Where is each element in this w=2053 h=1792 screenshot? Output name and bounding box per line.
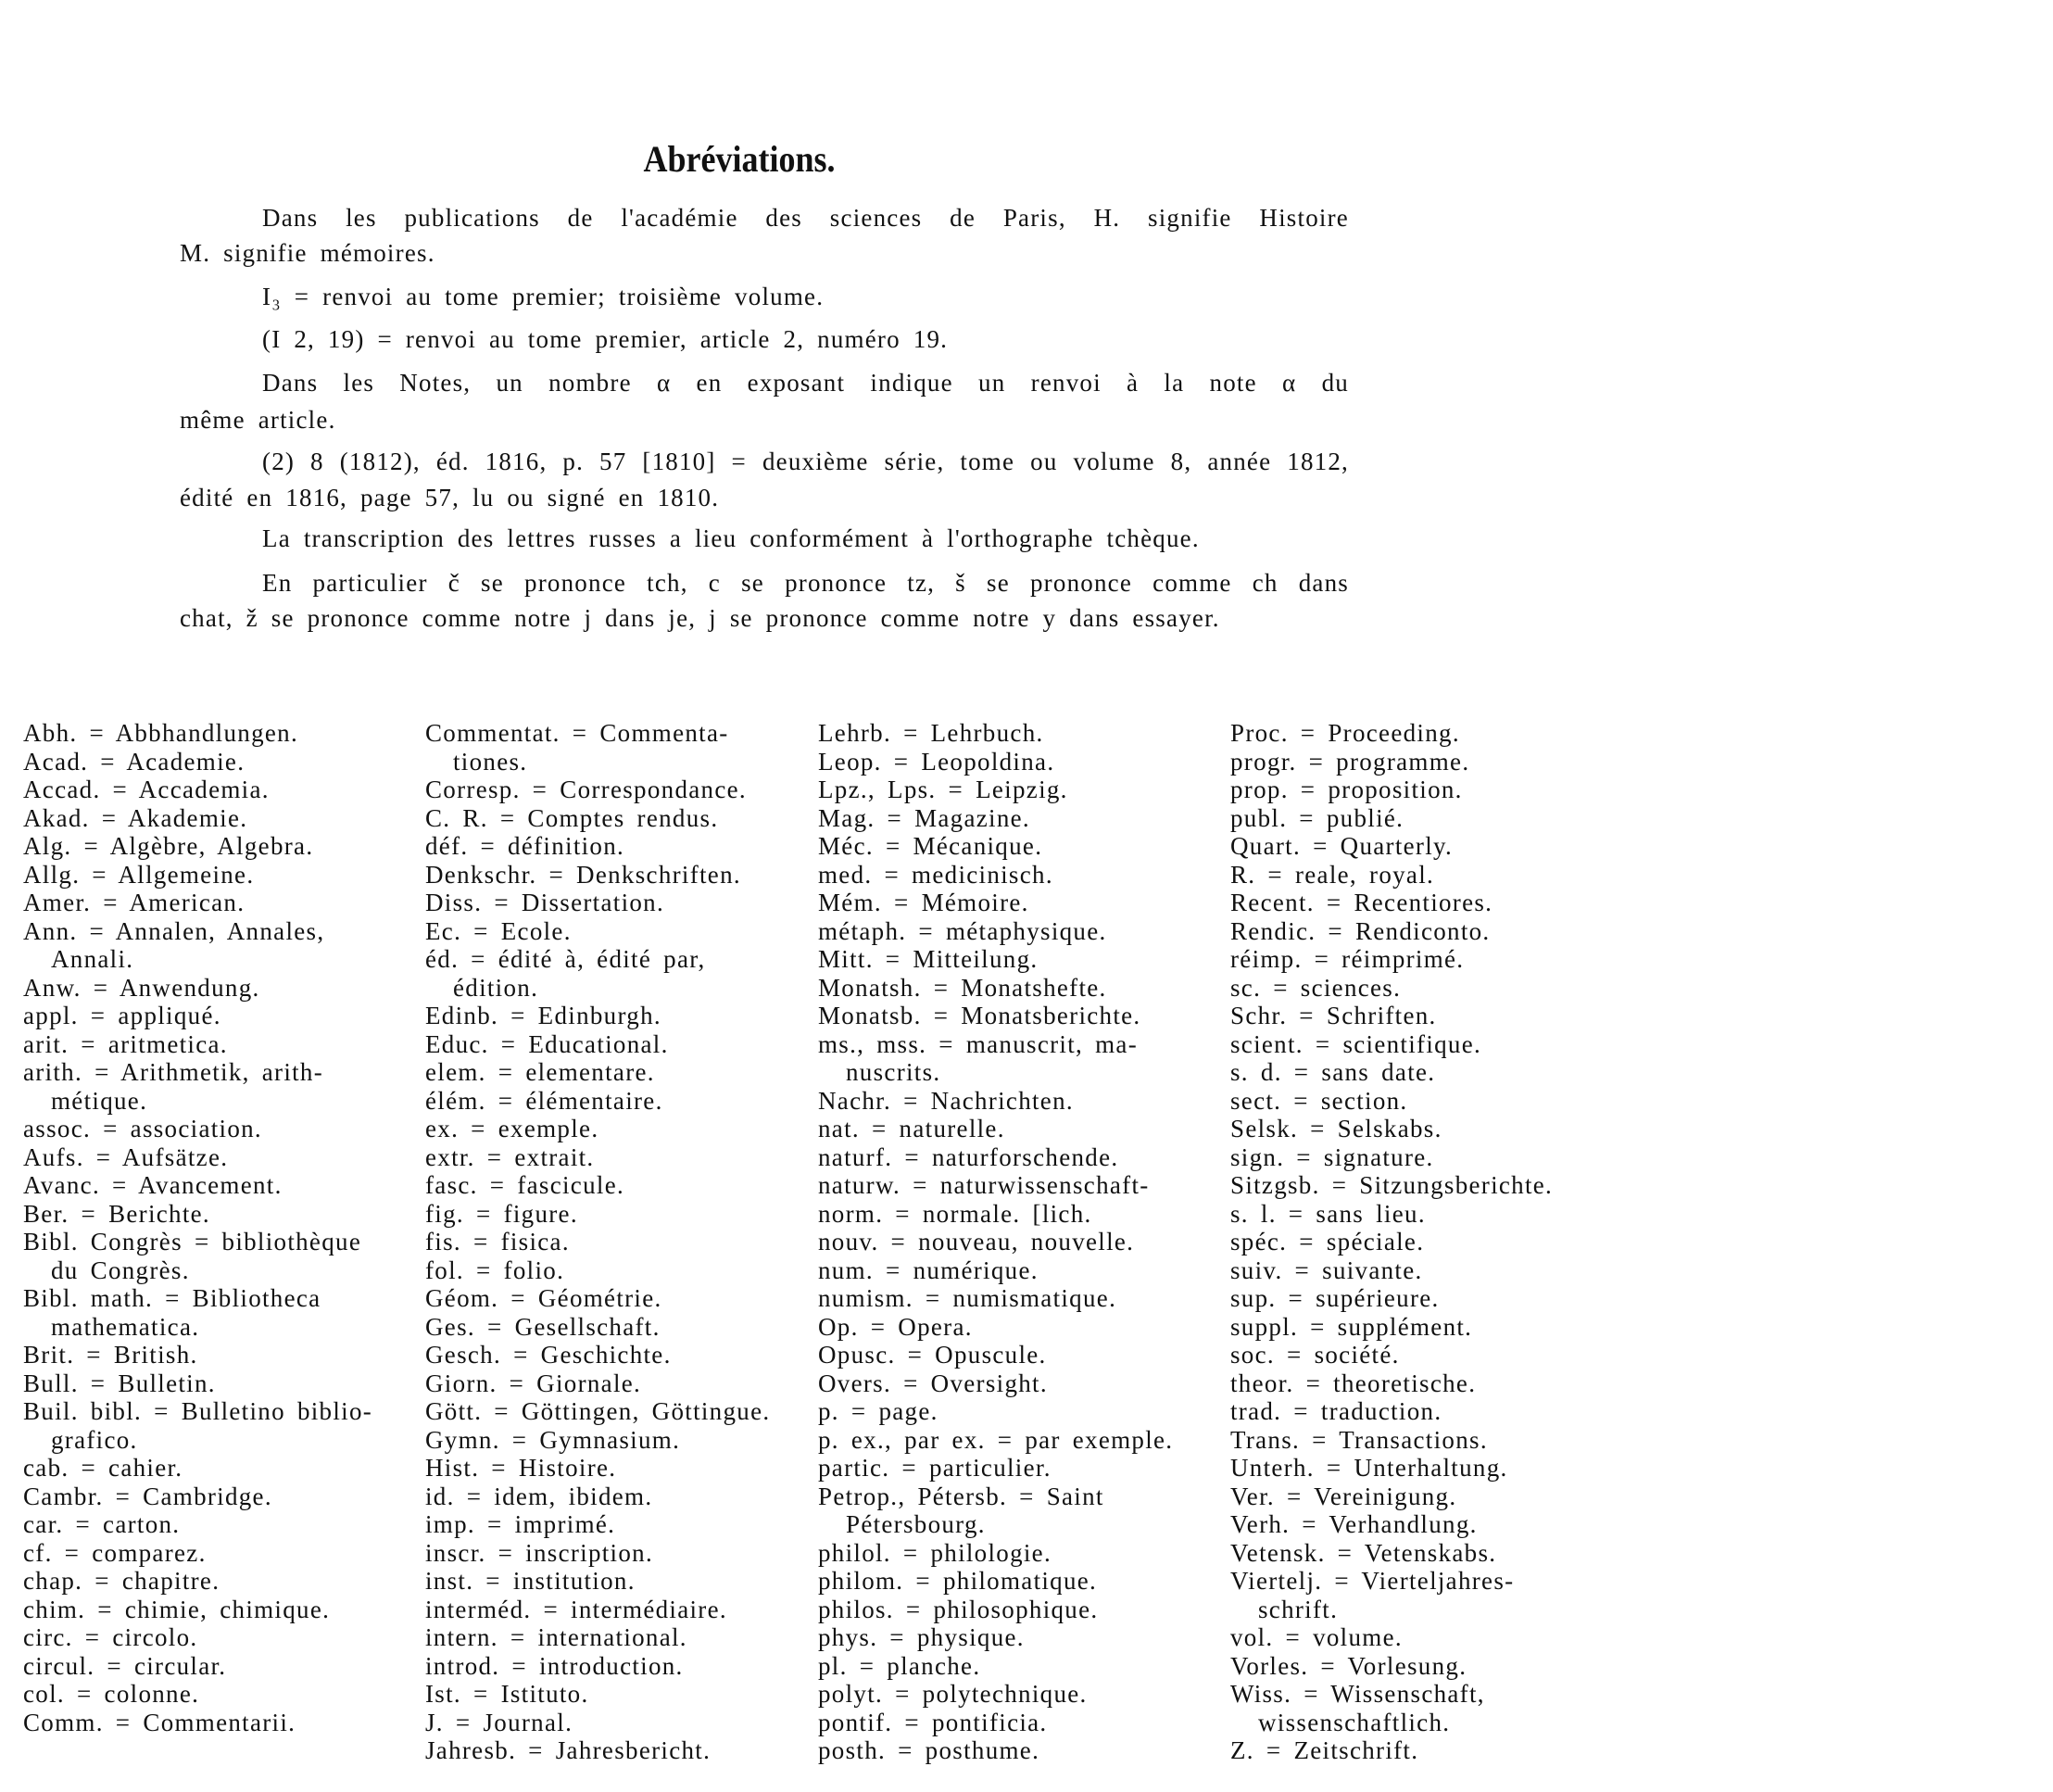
abbreviation-line: num. = numérique. <box>818 1256 1039 1284</box>
abbreviation-entry <box>1230 1030 1553 1059</box>
abbreviation-entry <box>425 1736 770 1765</box>
abbreviation-continuation: tiones. <box>453 747 528 776</box>
abbreviation-continuation: édition. <box>453 973 539 1002</box>
abbreviation-entry <box>1230 1171 1553 1200</box>
abbreviation-entry <box>23 1454 372 1483</box>
abbreviation-line: progr. = programme. <box>1230 747 1470 776</box>
abbreviation-line: fig. = figure. <box>425 1199 578 1228</box>
abbreviation-entry <box>23 1652 372 1681</box>
abbreviation-entry <box>23 1510 372 1539</box>
abbreviation-line: Leop. = Leopoldina. <box>818 747 1055 776</box>
abbreviation-line: Educ. = Educational. <box>425 1029 669 1058</box>
abbreviation-line: Rendic. = Rendiconto. <box>1230 916 1491 945</box>
abbreviation-entry <box>425 1483 770 1511</box>
abbreviation-line: Hist. = Histoire. <box>425 1454 617 1482</box>
abbreviation-line: Brit. = British. <box>23 1341 198 1369</box>
abbreviation-line: pl. = planche. <box>818 1651 981 1680</box>
abbreviation-entry <box>1230 1652 1553 1681</box>
abbreviation-line: extr. = extrait. <box>425 1142 595 1171</box>
abbreviation-line: spéc. = spéciale. <box>1230 1228 1425 1256</box>
abbreviation-entry <box>23 1369 372 1398</box>
abbreviation-entry <box>23 1567 372 1596</box>
abbreviation-line: Recent. = Recentiores. <box>1230 889 1493 916</box>
abbreviation-entry <box>425 889 770 917</box>
abbreviation-entry <box>1230 917 1553 946</box>
abbreviation-entry <box>818 1002 1173 1030</box>
abbreviation-entry <box>425 1313 770 1342</box>
abbreviation-entry <box>23 1200 372 1229</box>
abbreviation-entry <box>1230 1623 1553 1652</box>
abbreviation-line: Denkschr. = Denkschriften. <box>425 860 741 889</box>
abbreviation-entry <box>818 832 1173 861</box>
abbreviation-line: Abh. = Abbhandlungen. <box>23 719 299 747</box>
abbreviation-entry <box>818 889 1173 917</box>
abbreviation-line: sign. = signature. <box>1230 1142 1434 1171</box>
abbreviation-entry <box>23 1171 372 1200</box>
abbreviation-entry <box>1230 1539 1553 1568</box>
abbreviation-entry <box>818 1087 1173 1116</box>
abbreviation-line: polyt. = polytechnique. <box>818 1680 1088 1708</box>
abbreviation-line: Accad. = Accademia. <box>23 776 270 803</box>
abbreviation-entry <box>425 719 770 776</box>
abbreviation-line: fol. = folio. <box>425 1256 565 1284</box>
abbreviation-line: assoc. = association. <box>23 1115 262 1142</box>
intro-line: (2) 8 (1812), éd. 1816, p. 57 [1810] = deuxième série, tome ou volume 8, année 1812, <box>262 448 1349 475</box>
abbreviation-line: Mitt. = Mitteilung. <box>818 945 1039 973</box>
abbreviation-line: car. = carton. <box>23 1510 181 1538</box>
abbreviation-line: id. = idem, ibidem. <box>425 1482 653 1510</box>
abbreviation-line: intern. = international. <box>425 1623 687 1651</box>
abbreviation-entry <box>818 804 1173 833</box>
abbreviation-line: ms., mss. = manuscrit, ma- <box>818 1029 1138 1058</box>
abbreviation-entry <box>23 974 372 1003</box>
abbreviation-line: Trans. = Transactions. <box>1230 1425 1488 1454</box>
abbreviation-entry <box>425 1228 770 1256</box>
abbreviation-entry <box>425 1115 770 1143</box>
abbreviation-entry <box>23 1115 372 1143</box>
abbreviation-entry <box>1230 804 1553 833</box>
abbreviation-line: interméd. = intermédiaire. <box>425 1595 727 1623</box>
abbreviation-entry <box>425 1510 770 1539</box>
intro-line: M. signifie mémoires. <box>180 239 435 267</box>
intro-line: En particulier č se prononce tch, c se prononce tz, š se prononce comme ch dans <box>262 569 1349 597</box>
abbreviation-line: Lehrb. = Lehrbuch. <box>818 719 1044 747</box>
abbreviation-entry <box>1230 1002 1553 1030</box>
abbreviation-entry <box>818 1539 1173 1568</box>
abbreviation-entry <box>425 1623 770 1652</box>
abbreviation-entry <box>818 974 1173 1003</box>
abbreviation-entry <box>23 832 372 861</box>
abbreviation-line: Proc. = Proceeding. <box>1230 719 1460 747</box>
abbreviation-line: sup. = supérieure. <box>1230 1284 1440 1312</box>
abbreviation-line: Ges. = Gesellschaft. <box>425 1312 661 1341</box>
abbreviation-entry <box>23 719 372 748</box>
abbreviation-entry <box>818 1680 1173 1709</box>
abbreviation-line: Schr. = Schriften. <box>1230 1002 1437 1029</box>
abbreviation-entry <box>23 1143 372 1172</box>
abbreviation-entry <box>23 861 372 890</box>
abbreviation-entry <box>1230 1510 1553 1539</box>
abbreviation-line: Alg. = Algèbre, Algebra. <box>23 832 314 860</box>
abbreviation-line: publ. = publié. <box>1230 803 1404 832</box>
abbreviation-entry <box>425 1709 770 1737</box>
abbreviation-line: Quart. = Quarterly. <box>1230 832 1454 860</box>
abbreviation-entry <box>425 1200 770 1229</box>
abbreviation-entry <box>818 861 1173 890</box>
abbreviation-line: Bibl. Congrès = bibliothèque <box>23 1228 362 1256</box>
abbreviation-entry <box>818 1341 1173 1369</box>
abbreviation-line: Verh. = Verhandlung. <box>1230 1510 1478 1538</box>
abbreviation-line: Corresp. = Correspondance. <box>425 776 747 803</box>
abbreviation-entry <box>425 1256 770 1285</box>
abbreviation-entry <box>23 748 372 776</box>
abbreviation-line: phys. = physique. <box>818 1623 1025 1651</box>
abbreviation-entry <box>23 1228 372 1284</box>
abbreviation-entry <box>23 804 372 833</box>
abbreviation-line: Allg. = Allgemeine. <box>23 860 255 889</box>
abbreviation-entry <box>1230 1454 1553 1483</box>
abbreviation-entry <box>1230 1483 1553 1511</box>
abbreviation-line: Gött. = Göttingen, Göttingue. <box>425 1397 771 1425</box>
abbreviation-line: Unterh. = Unterhaltung. <box>1230 1454 1508 1482</box>
abbreviation-entry <box>425 1397 770 1426</box>
abbreviation-entry <box>425 1058 770 1087</box>
abbreviation-entry <box>425 832 770 861</box>
abbreviation-entry <box>425 1539 770 1568</box>
abbreviation-entry <box>1230 1115 1553 1143</box>
abbreviation-entry <box>818 719 1173 748</box>
abbreviation-entry <box>23 1284 372 1341</box>
abbreviation-entry <box>818 1709 1173 1737</box>
abbreviation-entry <box>818 1397 1173 1426</box>
abbreviation-line: sect. = section. <box>1230 1086 1408 1115</box>
abbreviation-line: ex. = exemple. <box>425 1115 599 1142</box>
abbreviation-line: inst. = institution. <box>425 1567 636 1595</box>
abbreviation-line: Jahresb. = Jahresbericht. <box>425 1736 712 1764</box>
abbreviation-entry <box>425 1284 770 1313</box>
abbreviation-line: Overs. = Oversight. <box>818 1369 1048 1397</box>
abbreviation-entry <box>818 1426 1173 1455</box>
abbreviation-entry <box>23 1596 372 1624</box>
abbreviation-entry <box>425 917 770 946</box>
abbreviation-line: appl. = appliqué. <box>23 1002 221 1029</box>
abbreviation-line: Opusc. = Opuscule. <box>818 1341 1047 1369</box>
abbreviation-entry <box>23 917 372 974</box>
abbreviation-line: pontif. = pontificia. <box>818 1708 1048 1736</box>
abbreviation-line: chap. = chapitre. <box>23 1567 220 1595</box>
abbreviation-entry <box>1230 1087 1553 1116</box>
abbreviation-entry <box>818 748 1173 776</box>
abbreviation-line: nat. = naturelle. <box>818 1115 1005 1142</box>
abbreviation-entry <box>818 1652 1173 1681</box>
abbreviation-line: introd. = introduction. <box>425 1651 684 1680</box>
abbreviation-continuation: mathematica. <box>51 1312 200 1341</box>
abbreviation-entry <box>23 1483 372 1511</box>
abbreviation-entry <box>818 1228 1173 1256</box>
abbreviation-entry <box>1230 776 1553 804</box>
abbreviation-entry <box>818 1623 1173 1652</box>
abbreviation-line: Géom. = Géométrie. <box>425 1284 662 1312</box>
abbreviation-entry <box>425 945 770 1002</box>
abbreviation-line: Diss. = Dissertation. <box>425 889 665 916</box>
abbreviation-entry <box>425 1596 770 1624</box>
abbreviation-entry <box>1230 1680 1553 1736</box>
abbreviation-line: Ver. = Vereinigung. <box>1230 1482 1457 1510</box>
abbreviation-entry <box>818 1483 1173 1539</box>
abbreviation-line: partic. = particulier. <box>818 1454 1052 1482</box>
abbreviation-line: éd. = édité à, édité par, <box>425 945 706 973</box>
abbreviation-line: elem. = elementare. <box>425 1058 655 1086</box>
abbreviation-column-3 <box>818 719 1173 1765</box>
abbreviation-line: Gymn. = Gymnasium. <box>425 1425 681 1454</box>
abbreviation-entry <box>818 1736 1173 1765</box>
abbreviation-line: Giorn. = Giornale. <box>425 1369 642 1397</box>
abbreviation-entry <box>425 1143 770 1172</box>
abbreviation-line: circ. = circolo. <box>23 1623 198 1651</box>
abbreviation-line: R. = reale, royal. <box>1230 860 1435 889</box>
abbreviation-column-2 <box>425 719 770 1765</box>
abbreviation-entry <box>1230 889 1553 917</box>
abbreviation-entry <box>23 1623 372 1652</box>
abbreviation-entry <box>818 1369 1173 1398</box>
abbreviation-entry <box>425 1002 770 1030</box>
abbreviation-line: numism. = numismatique. <box>818 1284 1117 1312</box>
abbreviation-entry <box>818 917 1173 946</box>
abbreviation-continuation: Annali. <box>51 945 134 973</box>
abbreviation-line: vol. = volume. <box>1230 1623 1403 1651</box>
abbreviation-entry <box>818 1313 1173 1342</box>
abbreviation-entry <box>23 1397 372 1454</box>
intro-line: Dans les publications de l'académie des sciences de Paris, H. signifie Histoire <box>262 204 1349 232</box>
abbreviation-entry <box>23 1539 372 1568</box>
abbreviation-line: Op. = Opera. <box>818 1312 973 1341</box>
abbreviation-line: Monatsb. = Monatsberichte. <box>818 1002 1141 1029</box>
abbreviation-entry <box>425 1680 770 1709</box>
intro-line: chat, ž se prononce comme notre j dans je, j se prononce comme notre y dans essayer. <box>180 604 1220 632</box>
abbreviation-column-1 <box>23 719 372 1736</box>
abbreviation-line: Vetensk. = Vetenskabs. <box>1230 1538 1497 1567</box>
abbreviation-entry <box>1230 974 1553 1003</box>
abbreviation-line: philos. = philosophique. <box>818 1595 1099 1623</box>
abbreviation-entry <box>1230 748 1553 776</box>
abbreviation-continuation: wissenschaftlich. <box>1258 1708 1451 1736</box>
abbreviation-line: prop. = proposition. <box>1230 776 1463 803</box>
abbreviation-line: Ann. = Annalen, Annales, <box>23 916 325 945</box>
abbreviation-entry <box>1230 719 1553 748</box>
abbreviation-line: naturf. = naturforschende. <box>818 1142 1119 1171</box>
abbreviation-line: Vorles. = Vorlesung. <box>1230 1651 1467 1680</box>
abbreviation-line: arith. = Arithmetik, arith- <box>23 1058 324 1086</box>
abbreviation-entry <box>818 1596 1173 1624</box>
abbreviation-entry <box>1230 1058 1553 1087</box>
abbreviation-line: cf. = comparez. <box>23 1538 207 1567</box>
abbreviation-line: Comm. = Commentarii. <box>23 1708 296 1736</box>
abbreviation-line: Aufs. = Aufsätze. <box>23 1142 229 1171</box>
abbreviation-entry <box>23 1680 372 1709</box>
abbreviation-line: inscr. = inscription. <box>425 1538 654 1567</box>
abbreviation-entry <box>425 1341 770 1369</box>
abbreviation-line: Bull. = Bulletin. <box>23 1369 216 1397</box>
abbreviation-line: trad. = traduction. <box>1230 1397 1442 1425</box>
abbreviation-line: Petrop., Pétersb. = Saint <box>818 1482 1104 1510</box>
abbreviation-entry <box>425 1567 770 1596</box>
abbreviation-continuation: métique. <box>51 1086 148 1115</box>
abbreviation-line: Viertelj. = Vierteljahres- <box>1230 1567 1515 1595</box>
abbreviation-line: imp. = imprimé. <box>425 1510 616 1538</box>
abbreviation-line: naturw. = naturwissenschaft- <box>818 1171 1150 1199</box>
abbreviation-line: Bibl. math. = Bibliotheca <box>23 1284 321 1312</box>
abbreviation-line: med. = medicinisch. <box>818 860 1053 889</box>
abbreviation-line: Ec. = Ecole. <box>425 916 572 945</box>
abbreviation-entry <box>425 804 770 833</box>
abbreviation-line: Mém. = Mémoire. <box>818 889 1029 916</box>
abbreviation-entry <box>1230 1736 1553 1765</box>
abbreviation-entry <box>818 1115 1173 1143</box>
abbreviation-entry <box>23 776 372 804</box>
abbreviation-entry <box>818 1171 1173 1200</box>
abbreviation-line: circul. = circular. <box>23 1651 227 1680</box>
abbreviation-line: arit. = aritmetica. <box>23 1029 228 1058</box>
abbreviation-line: cab. = cahier. <box>23 1454 183 1482</box>
abbreviation-line: posth. = posthume. <box>818 1736 1040 1764</box>
abbreviation-entry <box>1230 1426 1553 1455</box>
abbreviation-line: Z. = Zeitschrift. <box>1230 1736 1419 1764</box>
abbreviation-continuation: nuscrits. <box>846 1058 941 1086</box>
abbreviation-entry <box>1230 1228 1553 1256</box>
intro-line: (I 2, 19) = renvoi au tome premier, article 2, numéro 19. <box>262 325 949 353</box>
abbreviation-column-4 <box>1230 719 1553 1765</box>
abbreviation-entry <box>425 1171 770 1200</box>
abbreviation-line: sc. = sciences. <box>1230 973 1402 1002</box>
abbreviation-entry <box>425 1652 770 1681</box>
abbreviation-entry <box>1230 1313 1553 1342</box>
abbreviation-entry <box>425 1030 770 1059</box>
abbreviation-entry <box>1230 832 1553 861</box>
intro-line: même article. <box>180 406 336 434</box>
abbreviation-line: scient. = scientifique. <box>1230 1029 1482 1058</box>
abbreviation-entry <box>818 945 1173 974</box>
abbreviation-line: col. = colonne. <box>23 1680 200 1708</box>
abbreviation-entry <box>1230 1397 1553 1426</box>
abbreviation-line: p. ex., par ex. = par exemple. <box>818 1425 1174 1454</box>
abbreviation-line: Gesch. = Geschichte. <box>425 1341 672 1369</box>
abbreviation-continuation: schrift. <box>1258 1595 1339 1623</box>
abbreviation-entry <box>425 861 770 890</box>
abbreviation-entry <box>1230 861 1553 890</box>
abbreviation-line: chim. = chimie, chimique. <box>23 1595 331 1623</box>
abbreviation-entry <box>425 1369 770 1398</box>
abbreviation-entry <box>818 1030 1173 1087</box>
abbreviation-line: Ist. = Istituto. <box>425 1680 589 1708</box>
abbreviation-line: Sitzgsb. = Sitzungsberichte. <box>1230 1171 1554 1199</box>
abbreviation-line: fis. = fisica. <box>425 1228 570 1256</box>
abbreviation-continuation: du Congrès. <box>51 1256 190 1284</box>
abbreviation-entry <box>1230 1341 1553 1369</box>
abbreviation-line: fasc. = fascicule. <box>425 1171 625 1199</box>
abbreviation-line: Cambr. = Cambridge. <box>23 1482 272 1510</box>
intro-line: I₃ = renvoi au tome premier; troisième volume. <box>262 283 825 310</box>
abbreviation-entry <box>818 1200 1173 1229</box>
abbreviation-entry <box>1230 1567 1553 1623</box>
abbreviation-entry <box>1230 1284 1553 1313</box>
abbreviation-entry <box>1230 1369 1553 1398</box>
abbreviation-entry <box>23 1058 372 1115</box>
abbreviation-line: soc. = société. <box>1230 1341 1400 1369</box>
abbreviation-line: Selsk. = Selskabs. <box>1230 1115 1442 1142</box>
intro-line: Dans les Notes, un nombre α en exposant indique un renvoi à la note α du <box>262 369 1349 397</box>
abbreviation-entry <box>23 1002 372 1030</box>
abbreviation-entry <box>818 1567 1173 1596</box>
abbreviation-entry <box>1230 945 1553 974</box>
abbreviation-entry <box>425 1454 770 1483</box>
abbreviation-entry <box>23 1341 372 1369</box>
abbreviation-entry <box>1230 1256 1553 1285</box>
abbreviation-entry <box>23 889 372 917</box>
abbreviation-entry <box>818 1256 1173 1285</box>
abbreviation-line: Acad. = Academie. <box>23 747 246 776</box>
abbreviation-line: Mag. = Magazine. <box>818 803 1030 832</box>
abbreviation-entry <box>425 1426 770 1455</box>
abbreviation-line: philol. = philologie. <box>818 1538 1052 1567</box>
abbreviation-entry <box>425 776 770 804</box>
abbreviation-line: norm. = normale. [lich. <box>818 1199 1092 1228</box>
abbreviation-entry <box>818 1143 1173 1172</box>
abbreviation-line: Anw. = Anwendung. <box>23 973 260 1002</box>
abbreviation-line: philom. = philomatique. <box>818 1567 1098 1595</box>
abbreviation-line: s. d. = sans date. <box>1230 1058 1436 1086</box>
page-title: Abréviations. <box>643 138 836 180</box>
abbreviation-line: métaph. = métaphysique. <box>818 916 1107 945</box>
abbreviation-entry <box>23 1709 372 1737</box>
abbreviation-entry <box>23 1030 372 1059</box>
abbreviation-line: réimp. = réimprimé. <box>1230 945 1465 973</box>
abbreviation-line: J. = Journal. <box>425 1708 573 1736</box>
abbreviation-entry <box>818 1284 1173 1313</box>
abbreviation-line: élém. = élémentaire. <box>425 1086 663 1115</box>
abbreviation-line: suiv. = suivante. <box>1230 1256 1423 1284</box>
abbreviation-entry <box>1230 1200 1553 1229</box>
abbreviation-continuation: Pétersbourg. <box>846 1510 986 1538</box>
abbreviation-continuation: grafico. <box>51 1425 138 1454</box>
abbreviation-line: Akad. = Akademie. <box>23 803 248 832</box>
abbreviation-line: p. = page. <box>818 1397 938 1425</box>
abbreviation-entry <box>818 776 1173 804</box>
abbreviation-line: Buil. bibl. = Bulletino biblio- <box>23 1397 373 1425</box>
abbreviation-line: Monatsh. = Monatshefte. <box>818 973 1107 1002</box>
abbreviation-line: C. R. = Comptes rendus. <box>425 803 719 832</box>
abbreviation-line: theor. = theoretische. <box>1230 1369 1477 1397</box>
abbreviation-entry <box>425 1087 770 1116</box>
abbreviation-line: Avanc. = Avancement. <box>23 1171 283 1199</box>
intro-line: La transcription des lettres russes a lieu conformément à l'orthographe tchèque. <box>262 524 1200 552</box>
abbreviation-line: Lpz., Lps. = Leipzig. <box>818 776 1068 803</box>
abbreviation-line: Wiss. = Wissenschaft, <box>1230 1680 1485 1708</box>
abbreviation-line: Ber. = Berichte. <box>23 1199 210 1228</box>
abbreviation-line: Nachr. = Nachrichten. <box>818 1086 1074 1115</box>
abbreviation-line: Edinb. = Edinburgh. <box>425 1002 661 1029</box>
abbreviation-line: suppl. = supplément. <box>1230 1312 1473 1341</box>
abbreviation-line: s. l. = sans lieu. <box>1230 1199 1426 1228</box>
abbreviation-line: Amer. = American. <box>23 889 246 916</box>
abbreviation-entry <box>1230 1143 1553 1172</box>
abbreviation-line: déf. = définition. <box>425 832 625 860</box>
abbreviation-line: Commentat. = Commenta- <box>425 719 729 747</box>
abbreviation-line: Méc. = Mécanique. <box>818 832 1043 860</box>
abbreviation-entry <box>818 1454 1173 1483</box>
abbreviation-line: nouv. = nouveau, nouvelle. <box>818 1228 1135 1256</box>
intro-line: édité en 1816, page 57, lu ou signé en 1810. <box>180 484 720 511</box>
